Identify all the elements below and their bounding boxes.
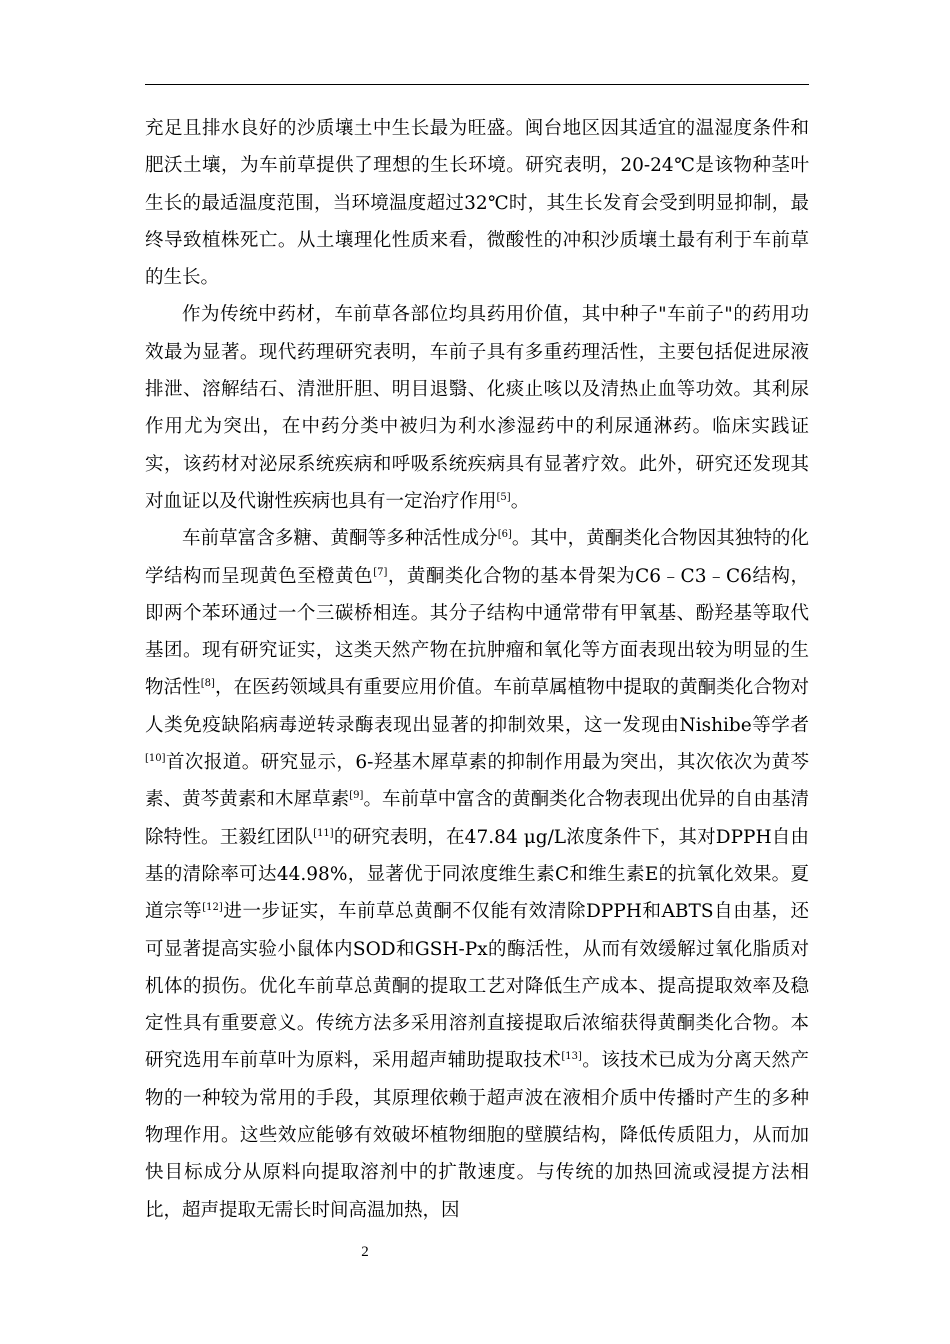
- paragraph: [145, 520, 809, 1229]
- paragraph-text: 作为传统中药材，车前草各部位均具药用价值，其中种子"车前子"的药用功效最为显著。现代药理研究表明，车前子具有多重药理活性，主要包括促进尿液排泄、溶解结石、清泄肝胆、明目退翳、化痰止咳以及清热止血等功效。其利尿作用尤为突出，在中药分类中被归为利水渗湿药中的利尿通淋药。临床实践证实，该药材对泌尿系统疾病和呼吸系统疾病具有显著疗效。此外，研究还发现其对血证以及代谢性疾病也具有一定治疗作用: [145, 304, 809, 512]
- paragraph-text: 首次报道。研究显示，6-羟基木犀草素的抑制作用最为突出，其次依次为黄芩素、黄芩黄素和木犀草素: [145, 752, 809, 811]
- citation-ref: [6]: [497, 529, 512, 541]
- citation-ref: [9]: [349, 790, 364, 802]
- citation-ref: [11]: [313, 827, 334, 839]
- paragraph-text: 车前草富含多糖、黄酮等多种活性成分: [182, 528, 498, 550]
- paragraph-text: ，在医药领域具有重要应用价值。车前草属植物中提取的黄酮类化合物对人类免疫缺陷病毒逆转录酶表现出显著的抑制效果，这一发现由Nishibe等学者: [145, 677, 809, 736]
- citation-ref: [7]: [373, 566, 388, 578]
- header-rule: [145, 84, 809, 85]
- paragraph-text: 的研究表明，在47.84 μg/L浓度条件下，其对DPPH自由基的清除率可达44.98%，显著优于同浓度维生素C和维生素E的抗氧化效果。夏道宗等: [145, 826, 809, 923]
- paragraph-text: 进一步证实，车前草总黄酮不仅能有效清除DPPH和ABTS自由基，还可显著提高实验小鼠体内SOD和GSH-Px的酶活性，从而有效缓解过氧化脂质对机体的损伤。优化车前草总黄酮的提取工艺对降低生产成本、提高提取效率及稳定性具有重要意义。传统方法多采用溶剂直接提取后浓缩获得黄酮类化合物。本研究选用车前草叶为原料，采用超声辅助提取技术: [145, 901, 809, 1072]
- paragraph-text: 。其中，黄酮类化合物因其独特的化学结构而呈现黄色至橙黄色: [145, 528, 809, 587]
- paragraph-text: 。该技术已成为分离天然产物的一种较为常用的手段，其原理依赖于超声波在液相介质中传播时产生的多种物理作用。这些效应能够有效破坏植物细胞的壁膜结构，降低传质阻力，从而加快目标成分从原料向提取溶剂中的扩散速度。与传统的加热回流或浸提方法相比，超声提取无需长时间高温加热，因: [145, 1050, 809, 1221]
- paragraph-text: 。车前草中富含的黄酮类化合物表现出优异的自由基清除特性。王毅红团队: [145, 789, 809, 848]
- paragraph: [145, 296, 809, 520]
- paragraph: [145, 110, 809, 296]
- body-text: [145, 110, 809, 1229]
- paragraph-text: ，黄酮类化合物的基本骨架为C6﹣C3﹣C6结构，即两个苯环通过一个三碳桥相连。其分子结构中通常带有甲氧基、酚羟基等取代基团。现有研究证实，这类天然产物在抗肿瘤和氧化等方面表现出较为明显的生物活性: [145, 565, 809, 699]
- citation-ref: [12]: [202, 902, 223, 914]
- paragraph-text: 充足且排水良好的沙质壤土中生长最为旺盛。闽台地区因其适宜的温湿度条件和肥沃土壤，为车前草提供了理想的生长环境。研究表明，20-24℃是该物种茎叶生长的最适温度范围，当环境温度超过32℃时，其生长发育会受到明显抑制，最终导致植株死亡。从土壤理化性质来看，微酸性的冲积沙质壤土最有利于车前草的生长。: [145, 118, 809, 289]
- citation-ref: [13]: [561, 1051, 582, 1063]
- citation-ref: [8]: [200, 678, 215, 690]
- citation-ref: [10]: [145, 753, 166, 765]
- citation-ref: [5]: [496, 491, 511, 503]
- paragraph-text: 。: [510, 490, 530, 512]
- page-number: 2: [361, 1244, 369, 1260]
